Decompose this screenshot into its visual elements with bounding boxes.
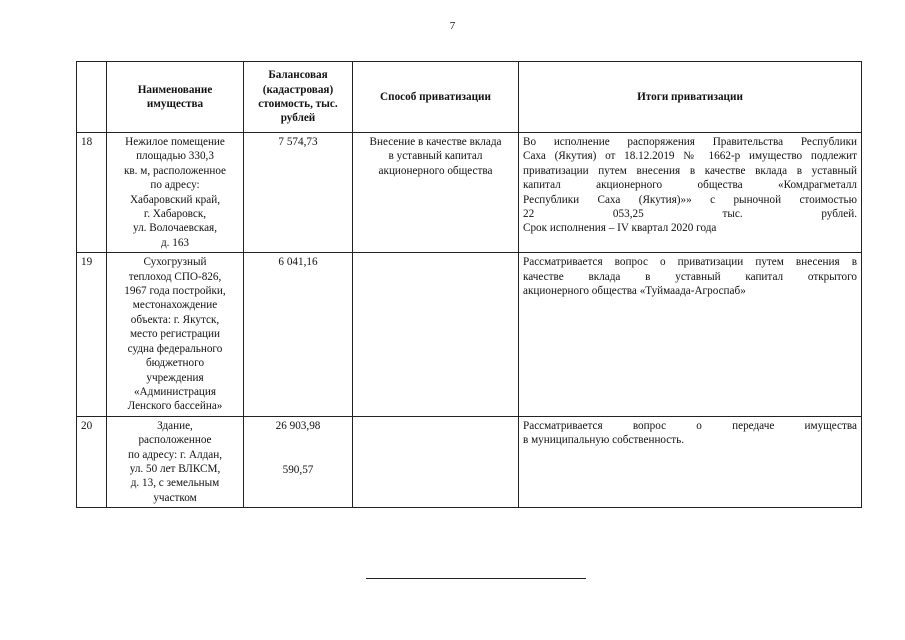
privatization-result-line: капитал акционерного общества «Комдрагметалл (523, 179, 857, 192)
table-header-row (77, 62, 862, 133)
privatization-method (353, 253, 519, 416)
property-name-line: д. 13, с земельным (130, 477, 220, 490)
property-name-line: Хабаровский край, (129, 193, 221, 206)
privatization-result (519, 133, 862, 253)
privatization-result-line: Рассматривается вопрос о передаче имущества (523, 419, 857, 432)
privatization-result (519, 253, 862, 416)
privatization-method-line: в уставный капитал (388, 150, 483, 163)
privatization-result-line: 22 053,25 тыс. рублей. (523, 208, 857, 221)
header-balance-cost: Балансовая (кадастровая) стоимость, тыс. рублей (244, 62, 353, 133)
privatization-result-line: акционерного общества «Туймаада-Агроспаб» (523, 285, 746, 298)
property-name-line: Здание, (157, 419, 193, 432)
property-name-line: теплоход СПО-826, (128, 270, 222, 283)
property-name (107, 133, 244, 253)
header-privatization-results: Итоги приватизации (519, 62, 862, 133)
property-name-line: бюджетного (145, 357, 205, 370)
header-number (77, 62, 107, 133)
privatization-method (353, 133, 519, 253)
property-name-line: по адресу: г. Алдан, (127, 448, 223, 461)
privatization-result-line: качестве вклада в уставный капитал открытого (523, 270, 857, 283)
page-number: 7 (449, 20, 456, 32)
property-name-line: объекта: г. Якутск, (130, 313, 220, 326)
property-name-line: ул. 50 лет ВЛКСМ, (129, 462, 221, 475)
property-name-line: судна федерального (127, 342, 223, 355)
privatization-method (353, 416, 519, 507)
row-number: 18 (77, 133, 107, 253)
privatization-result-line: в муниципальную собственность. (523, 434, 685, 447)
property-name-line: площадью 330,3 (136, 150, 214, 163)
footnote-separator-line (366, 578, 586, 579)
privatization-result (519, 416, 862, 507)
privatization-result-line: Республики Саха (Якутия)»» с рыночной стоимостью (523, 193, 857, 206)
property-name-line: место регистрации (129, 328, 221, 341)
property-name (107, 253, 244, 416)
balance-cost-line: 6 041,16 (278, 256, 318, 269)
balance-cost-line: 590,57 (282, 464, 314, 477)
header-property-name: Наименование имущества (107, 62, 244, 133)
property-name-line: 1967 года постройки, (124, 285, 226, 298)
balance-cost (244, 253, 353, 416)
privatization-table (76, 61, 862, 508)
table-body (77, 133, 862, 508)
property-name-line: Ленского бассейна» (127, 400, 223, 413)
property-name-line: учреждения (146, 371, 204, 384)
privatization-result-line: приватизации путем внесения в качестве вклада в уставный (523, 164, 857, 177)
privatization-result-line: Саха (Якутия) от 18.12.2019 № 1662-р имущество подлежит (523, 150, 857, 163)
balance-cost-line: 7 574,73 (278, 136, 318, 148)
property-name-line: «Администрация (133, 385, 217, 398)
property-name-line: д. 163 (160, 236, 190, 249)
property-name-line: местонахождение (132, 299, 218, 312)
property-name-line: ул. Волочаевская, (133, 222, 217, 235)
privatization-method-line: акционерного общества (378, 164, 493, 177)
balance-cost (244, 416, 353, 507)
privatization-result-line: Рассматривается вопрос о приватизации путем внесения в (523, 256, 857, 269)
property-name-line: г. Хабаровск, (143, 208, 207, 221)
table-row (77, 416, 862, 507)
row-number: 19 (77, 253, 107, 416)
property-name-line: участком (153, 491, 197, 504)
property-name-line: Сухогрузный (143, 256, 207, 269)
balance-cost-line: 26 903,98 (275, 419, 321, 432)
privatization-method-line: Внесение в качестве вклада (369, 136, 502, 148)
row-number: 20 (77, 416, 107, 507)
property-name-line: кв. м, расположенное (123, 164, 227, 177)
privatization-result-line: Срок исполнения – IV квартал 2020 года (523, 222, 717, 235)
privatization-result-line: Во исполнение распоряжения Правительства Республики (523, 136, 857, 148)
property-name (107, 416, 244, 507)
property-name-line: по адресу: (150, 179, 200, 192)
header-privatization-method: Способ приватизации (353, 62, 519, 133)
balance-cost (244, 133, 353, 253)
property-name-line: Нежилое помещение (125, 136, 225, 148)
property-name-line: расположенное (138, 434, 212, 447)
table-row (77, 133, 862, 253)
table-row (77, 253, 862, 416)
